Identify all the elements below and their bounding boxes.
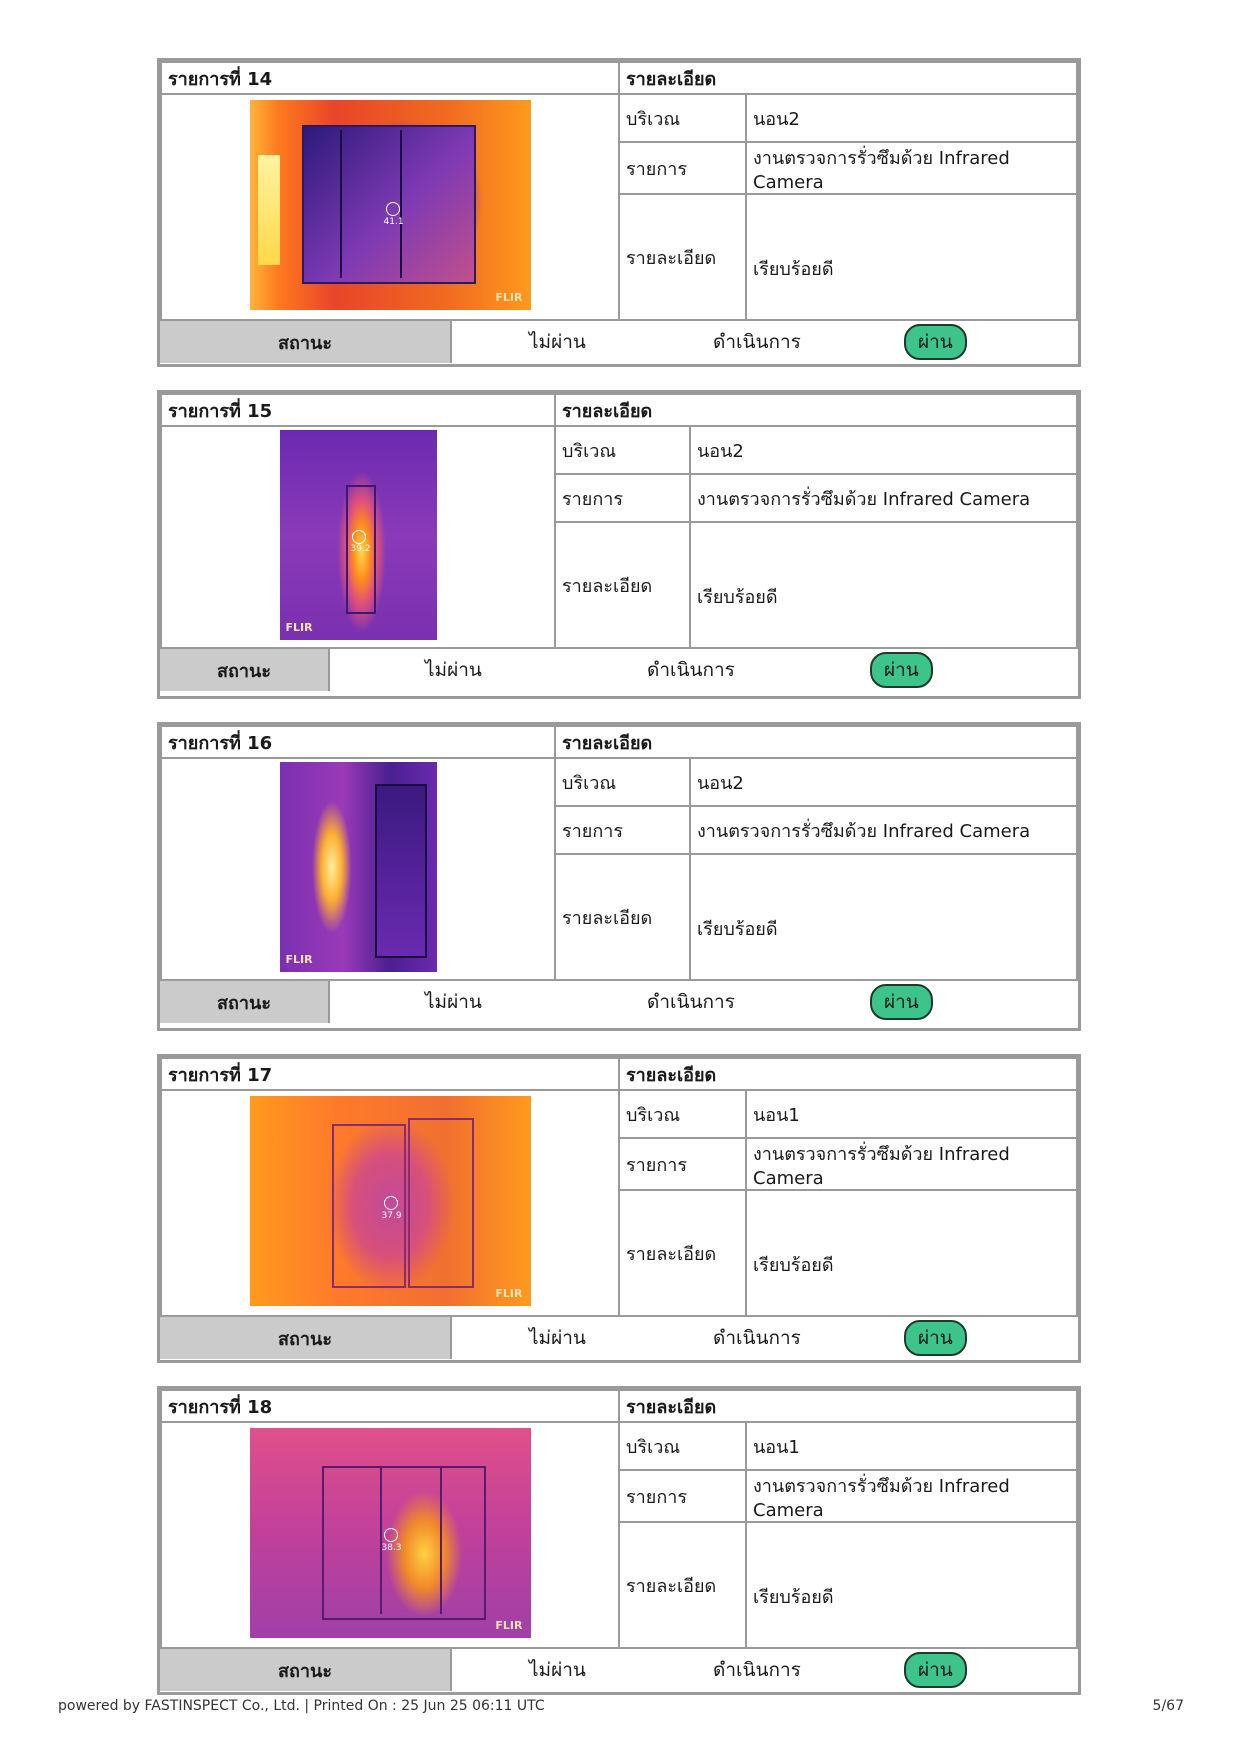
status-pass-badge[interactable]: ผ่าน	[904, 324, 967, 360]
page-number: 5/67	[1152, 1698, 1184, 1714]
item-value: งานตรวจการรั่วซึมด้วย Infrared Camera	[746, 1470, 1077, 1522]
inspection-card-15	[157, 390, 1081, 699]
thermal-image	[250, 1096, 531, 1306]
area-value: นอน1	[746, 1090, 1077, 1138]
item-label: รายการ	[619, 1138, 746, 1190]
status-pass-badge[interactable]: ผ่าน	[870, 984, 933, 1020]
status-in-progress[interactable]: ดำเนินการ	[647, 659, 735, 681]
status-row	[160, 981, 1078, 1023]
area-value: นอน2	[690, 426, 1077, 474]
detail-value: เรียบร้อยดี	[690, 522, 1077, 648]
detail-value: เรียบร้อยดี	[746, 1190, 1077, 1316]
thermal-image	[280, 430, 437, 640]
item-title: รายการที่ 17	[161, 1058, 619, 1090]
detail-label: รายละเอียด	[555, 522, 690, 648]
detail-label: รายละเอียด	[619, 1190, 746, 1316]
status-fail[interactable]: ไม่ผ่าน	[425, 991, 482, 1013]
crosshair-icon	[386, 202, 400, 216]
item-title: รายการที่ 18	[161, 1390, 619, 1422]
crosshair-icon	[384, 1528, 398, 1542]
footer-credit: powered by FASTINSPECT Co., Ltd. | Printed On : 25 Jun 25 06:11 UTC	[58, 1698, 545, 1714]
item-title: รายการที่ 15	[161, 394, 555, 426]
detail-label: รายละเอียด	[619, 1522, 746, 1648]
thermal-image-cell	[161, 1422, 619, 1648]
temperature-readout: 38.3	[381, 1542, 402, 1553]
status-fail[interactable]: ไม่ผ่าน	[529, 1659, 586, 1681]
detail-label: รายละเอียด	[555, 854, 690, 980]
status-label: สถานะ	[160, 321, 452, 363]
flir-logo: FLIR	[495, 1286, 523, 1300]
item-value: งานตรวจการรั่วซึมด้วย Infrared Camera	[690, 474, 1077, 522]
area-label: บริเวณ	[619, 1422, 746, 1470]
area-value: นอน2	[690, 758, 1077, 806]
thermal-image	[250, 100, 531, 310]
item-label: รายการ	[555, 806, 690, 854]
area-value: นอน1	[746, 1422, 1077, 1470]
area-label: บริเวณ	[555, 426, 690, 474]
inspection-card-14	[157, 58, 1081, 367]
temperature-readout: 41.1	[383, 216, 404, 227]
item-value: งานตรวจการรั่วซึมด้วย Infrared Camera	[690, 806, 1077, 854]
status-pass-badge[interactable]: ผ่าน	[904, 1320, 967, 1356]
status-label: สถานะ	[160, 1649, 452, 1691]
status-options	[452, 1649, 1078, 1691]
status-row	[160, 321, 1078, 363]
status-label: สถานะ	[160, 1317, 452, 1359]
flir-logo: FLIR	[285, 952, 313, 966]
wardrobe-door-right	[408, 1118, 474, 1288]
status-in-progress[interactable]: ดำเนินการ	[713, 1327, 801, 1349]
window-frame	[375, 784, 427, 958]
inspection-card-16	[157, 722, 1081, 1031]
flir-logo: FLIR	[285, 620, 313, 634]
flir-logo: FLIR	[495, 290, 523, 304]
status-label: สถานะ	[160, 649, 330, 691]
inspection-card-18	[157, 1386, 1081, 1695]
thermal-image-cell	[161, 426, 555, 648]
status-label: สถานะ	[160, 981, 330, 1023]
detail-header: รายละเอียด	[619, 1058, 1077, 1090]
detail-label: รายละเอียด	[619, 194, 746, 320]
flir-logo: FLIR	[495, 1618, 523, 1632]
item-value: งานตรวจการรั่วซึมด้วย Infrared Camera	[746, 1138, 1077, 1190]
window-frame	[322, 1466, 486, 1620]
bright-strip	[258, 155, 280, 265]
detail-value: เรียบร้อยดี	[746, 1522, 1077, 1648]
status-options	[330, 981, 1078, 1023]
status-in-progress[interactable]: ดำเนินการ	[713, 331, 801, 353]
thermal-image-cell	[161, 758, 555, 980]
item-value: งานตรวจการรั่วซึมด้วย Infrared Camera	[746, 142, 1077, 194]
temperature-readout: 37.9	[381, 1210, 402, 1221]
area-value: นอน2	[746, 94, 1077, 142]
status-pass-badge[interactable]: ผ่าน	[904, 1652, 967, 1688]
status-row	[160, 1317, 1078, 1359]
item-title: รายการที่ 14	[161, 62, 619, 94]
thermal-image	[280, 762, 437, 972]
item-label: รายการ	[555, 474, 690, 522]
thermal-image-cell	[161, 1090, 619, 1316]
detail-header: รายละเอียด	[555, 726, 1077, 758]
status-fail[interactable]: ไม่ผ่าน	[425, 659, 482, 681]
status-in-progress[interactable]: ดำเนินการ	[713, 1659, 801, 1681]
thermal-image-cell	[161, 94, 619, 320]
status-row	[160, 649, 1078, 691]
area-label: บริเวณ	[619, 94, 746, 142]
thermal-image	[250, 1428, 531, 1638]
status-in-progress[interactable]: ดำเนินการ	[647, 991, 735, 1013]
area-label: บริเวณ	[619, 1090, 746, 1138]
status-pass-badge[interactable]: ผ่าน	[870, 652, 933, 688]
temperature-readout: 39.2	[350, 543, 371, 554]
status-options	[330, 649, 1078, 691]
status-options	[452, 1317, 1078, 1359]
item-title: รายการที่ 16	[161, 726, 555, 758]
inspection-card-17	[157, 1054, 1081, 1363]
detail-value: เรียบร้อยดี	[746, 194, 1077, 320]
detail-value: เรียบร้อยดี	[690, 854, 1077, 980]
item-label: รายการ	[619, 1470, 746, 1522]
crosshair-icon	[352, 530, 366, 544]
detail-header: รายละเอียด	[555, 394, 1077, 426]
status-fail[interactable]: ไม่ผ่าน	[529, 331, 586, 353]
detail-header: รายละเอียด	[619, 1390, 1077, 1422]
detail-header: รายละเอียด	[619, 62, 1077, 94]
status-options	[452, 321, 1078, 363]
area-label: บริเวณ	[555, 758, 690, 806]
status-fail[interactable]: ไม่ผ่าน	[529, 1327, 586, 1349]
item-label: รายการ	[619, 142, 746, 194]
status-row	[160, 1649, 1078, 1691]
crosshair-icon	[384, 1196, 398, 1210]
